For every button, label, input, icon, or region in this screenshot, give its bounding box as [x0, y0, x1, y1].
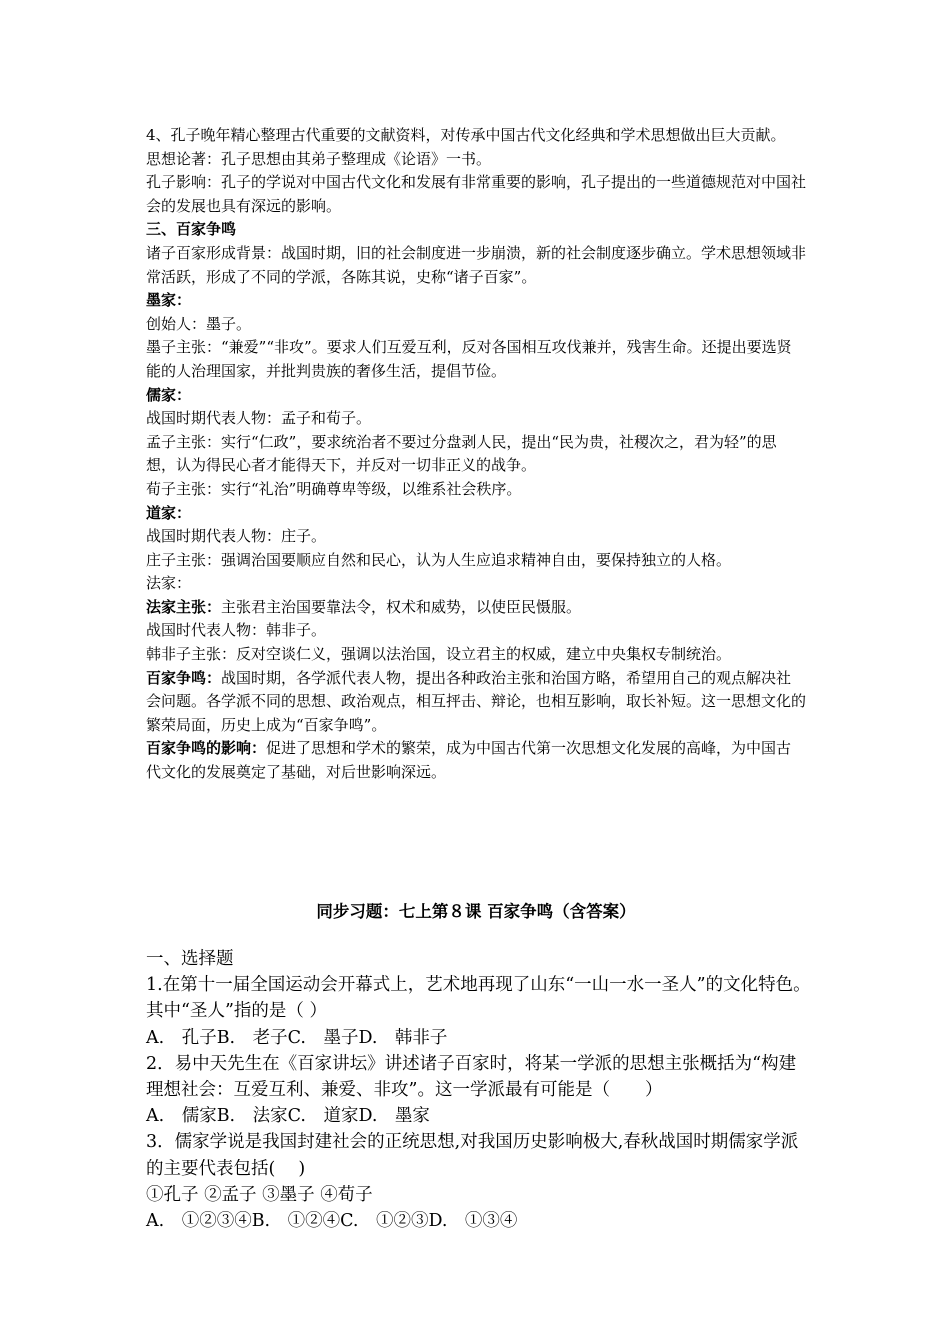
- paragraph-confucius-influence: 孔子影响：孔子的学说对中国古代文化和发展有非常重要的影响，孔子提出的一些道德规范对中国社会的发展也具有深远的影响。: [146, 173, 807, 215]
- exercise-title: 同步习题：七上第８课 百家争鸣（含答案）: [316, 902, 636, 921]
- paragraph-analects: 思想论著：孔子思想由其弟子整理成《论语》一书。: [146, 149, 492, 168]
- paragraph-background: 诸子百家形成背景：战国时期，旧的社会制度进一步崩溃，新的社会制度逐步确立。学术思想领域非常活跃，形成了不同的学派，各陈其说，史称“诸子百家”。: [146, 243, 807, 286]
- paragraph-impact: [146, 737, 806, 784]
- paragraph-hanfeizi-view: 韩非子主张：反对空谈仁义，强调以法治国，设立君主的权威，建立中央集权专制统治。: [146, 645, 732, 664]
- label-legalism-view: 法家主张：: [146, 597, 222, 616]
- heading-mohism: 墨家：: [146, 291, 192, 310]
- paragraph-taoism-rep: 战国时期代表人物：庄子。: [146, 527, 327, 546]
- question-3-items: ①孔子 ②孟子 ③墨子 ④荀子: [146, 1184, 373, 1205]
- paragraph-legalism-view: [146, 596, 806, 620]
- text-impact: 促进了思想和学术的繁荣，成为中国古代第一次思想文化发展的高峰，为中国古代文化的发展奠定了基础，对后世影响深远。: [146, 739, 792, 782]
- text-hundred-schools: 战国时期，各学派代表人物，提出各种政治主张和治国方略，希望用自己的观点解决社会问题。各学派不同的思想、政治观点，相互抨击、辩论，也相互影响，取长补短。这一思想文化的繁荣局面，历史上成为“百家争鸣”。: [146, 668, 807, 734]
- label-hundred-schools: 百家争鸣：: [146, 668, 222, 687]
- question-3: 3．儒家学说是我国封建社会的正统思想,对我国历史影响极大,春秋战国时期儒家学派的主要代表包括( ): [146, 1132, 799, 1179]
- heading-legalism: 法家：: [146, 574, 192, 593]
- paragraph-mozi-view: 墨子主张：“兼爱”“非攻”。要求人们互爱互利，反对各国相互攻伐兼并，残害生命。还提出要选贤能的人治理国家，并批判贵族的奢侈生活，提倡节俭。: [146, 338, 792, 380]
- paragraph-xunzi-view: 荀子主张：实行“礼治”明确尊卑等级，以维系社会秩序。: [146, 479, 522, 498]
- paragraph-confucius-work: 4、孔子晚年精心整理古代重要的文献资料，对传承中国古代文化经典和学术思想做出巨大贡献。: [146, 126, 786, 144]
- paragraph-mohism-founder: 创始人：墨子。: [146, 314, 252, 333]
- heading-taoism: 道家：: [146, 503, 192, 522]
- paragraph-confucianism-reps: 战国时期代表人物：孟子和荀子。: [146, 409, 372, 428]
- notes-section: [146, 124, 806, 785]
- question-1: 1.在第十一届全国运动会开幕式上，艺术地再现了山东“一山一水一圣人”的文化特色。其中“圣人”指的是（ ）: [146, 975, 811, 1022]
- label-impact: 百家争鸣的影响：: [146, 739, 267, 758]
- question-2: 2．易中天先生在《百家讲坛》讲述诸子百家时，将某一学派的思想主张概括为“构建理想社会：互爱互利、兼爱、非攻”。这一学派最有可能是（ ）: [146, 1053, 797, 1101]
- question-3-options: A. ①②③④B. ①②④C. ①②③D. ①③④: [146, 1211, 518, 1232]
- section-heading-hundred-schools: 三、百家争鸣: [146, 220, 237, 239]
- text-legalism-view: 主张君主治国要靠法令，权术和威势，以使臣民慑服。: [221, 597, 582, 616]
- paragraph-legalism-rep: 战国时代表人物：韩非子。: [146, 621, 327, 640]
- exercise-section: [146, 946, 811, 1234]
- paragraph-mengzi-view: 孟子主张：实行“仁政”，要求统治者不要过分盘剥人民，提出“民为贵，社稷次之，君为轻”的思想，认为得民心者才能得天下，并反对一切非正义的战争。: [146, 432, 777, 475]
- question-2-options: A. 儒家B. 法家C. 道家D. 墨家: [146, 1106, 430, 1127]
- question-1-options: A. 孔子B. 老子C. 墨子D. 韩非子: [146, 1027, 448, 1048]
- heading-confucianism: 儒家：: [146, 385, 192, 404]
- paragraph-zhuangzi-view: 庄子主张：强调治国要顺应自然和民心，认为人生应追求精神自由，要保持独立的人格。: [146, 550, 732, 569]
- paragraph-hundred-schools: [146, 667, 806, 738]
- exercise-section-heading: 一、选择题: [146, 949, 234, 969]
